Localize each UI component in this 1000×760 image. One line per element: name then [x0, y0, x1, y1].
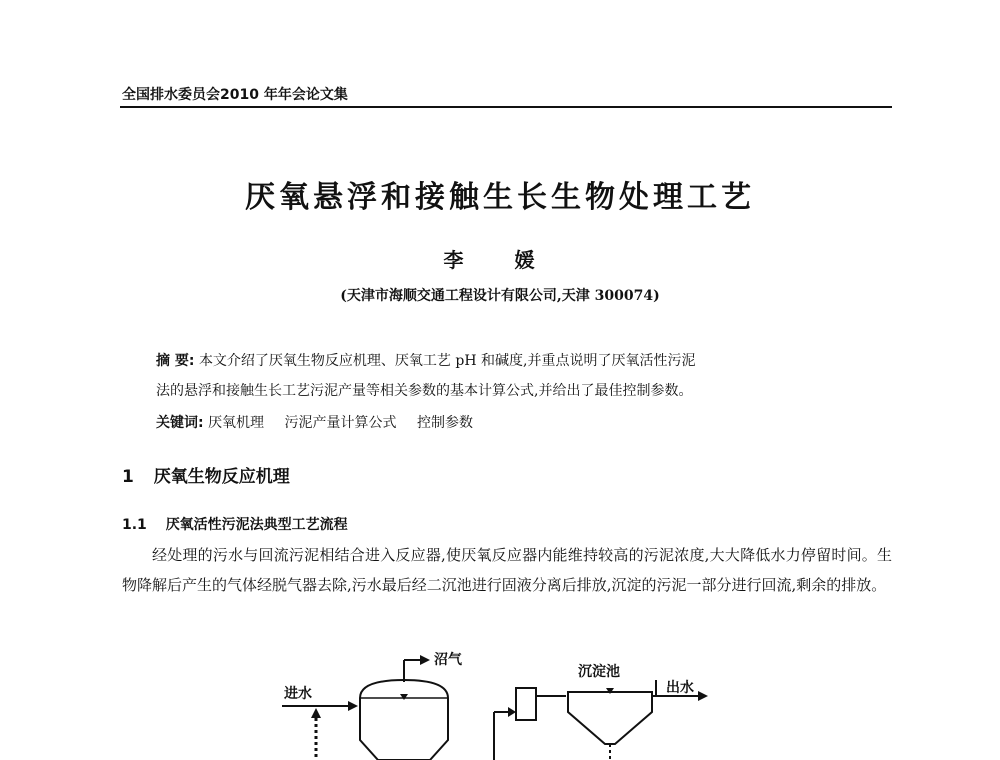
outflow-arrow-icon — [698, 691, 708, 701]
body-paragraph: 经处理的污水与回流污泥相结合进入反应器,使厌氧反应器内能维持较高的污泥浓度,大大降低水力停留时间。生物降解后产生的气体经脱气器去除,污水最后经二沉池进行固液分离后排放,沉淀的污泥一部分进行回流,剩余的排放。 — [122, 546, 892, 594]
abstract-label: 摘 要: — [156, 353, 195, 369]
degasser — [516, 688, 536, 720]
header-rule — [120, 106, 892, 108]
biogas-label: 沼气 — [434, 652, 462, 668]
inflow-arrow-icon — [348, 701, 358, 711]
inflow-label: 进水 — [284, 686, 312, 702]
subsection-number: 1.1 — [122, 517, 147, 533]
outflow-label: 出水 — [666, 680, 694, 696]
process-flow-diagram — [270, 640, 730, 760]
subsection-title: 厌氧活性污泥法典型工艺流程 — [165, 517, 348, 533]
keyword-item: 厌氧机理 — [208, 415, 265, 431]
subsection-heading — [122, 514, 348, 534]
keyword-item: 控制参数 — [416, 415, 473, 431]
affiliation: (天津市海顺交通工程设计有限公司,天津 300074) — [340, 288, 660, 304]
section-number: 1 — [122, 467, 134, 487]
clarifier — [568, 692, 652, 744]
paper-title: 厌氧悬浮和接触生长生物处理工艺 — [245, 180, 755, 215]
abstract-line-2: 法的悬浮和接触生长工艺污泥产量等相关参数的基本计算公式,并给出了最佳控制参数。 — [156, 383, 693, 399]
keywords — [156, 412, 489, 432]
author: 李 媛 — [443, 248, 557, 272]
running-header: 全国排水委员会2010 年年会论文集 — [122, 87, 348, 103]
biogas-arrow-icon — [420, 655, 430, 665]
keyword-item: 污泥产量计算公式 — [284, 415, 397, 431]
return-arrow-icon — [311, 708, 321, 718]
section-heading — [122, 462, 290, 487]
section-title: 厌氧生物反应机理 — [153, 467, 290, 487]
reactor-level-marker-icon — [400, 694, 408, 700]
abstract — [156, 346, 876, 406]
clarifier-label: 沉淀池 — [578, 664, 620, 680]
abstract-line-1: 本文介绍了厌氧生物反应机理、厌氧工艺 pH 和碱度,并重点说明了厌氧活性污泥 — [198, 353, 696, 369]
anaerobic-reactor — [360, 680, 448, 760]
degasser-arrow-icon — [508, 707, 516, 717]
keywords-label: 关键词: — [156, 415, 204, 431]
